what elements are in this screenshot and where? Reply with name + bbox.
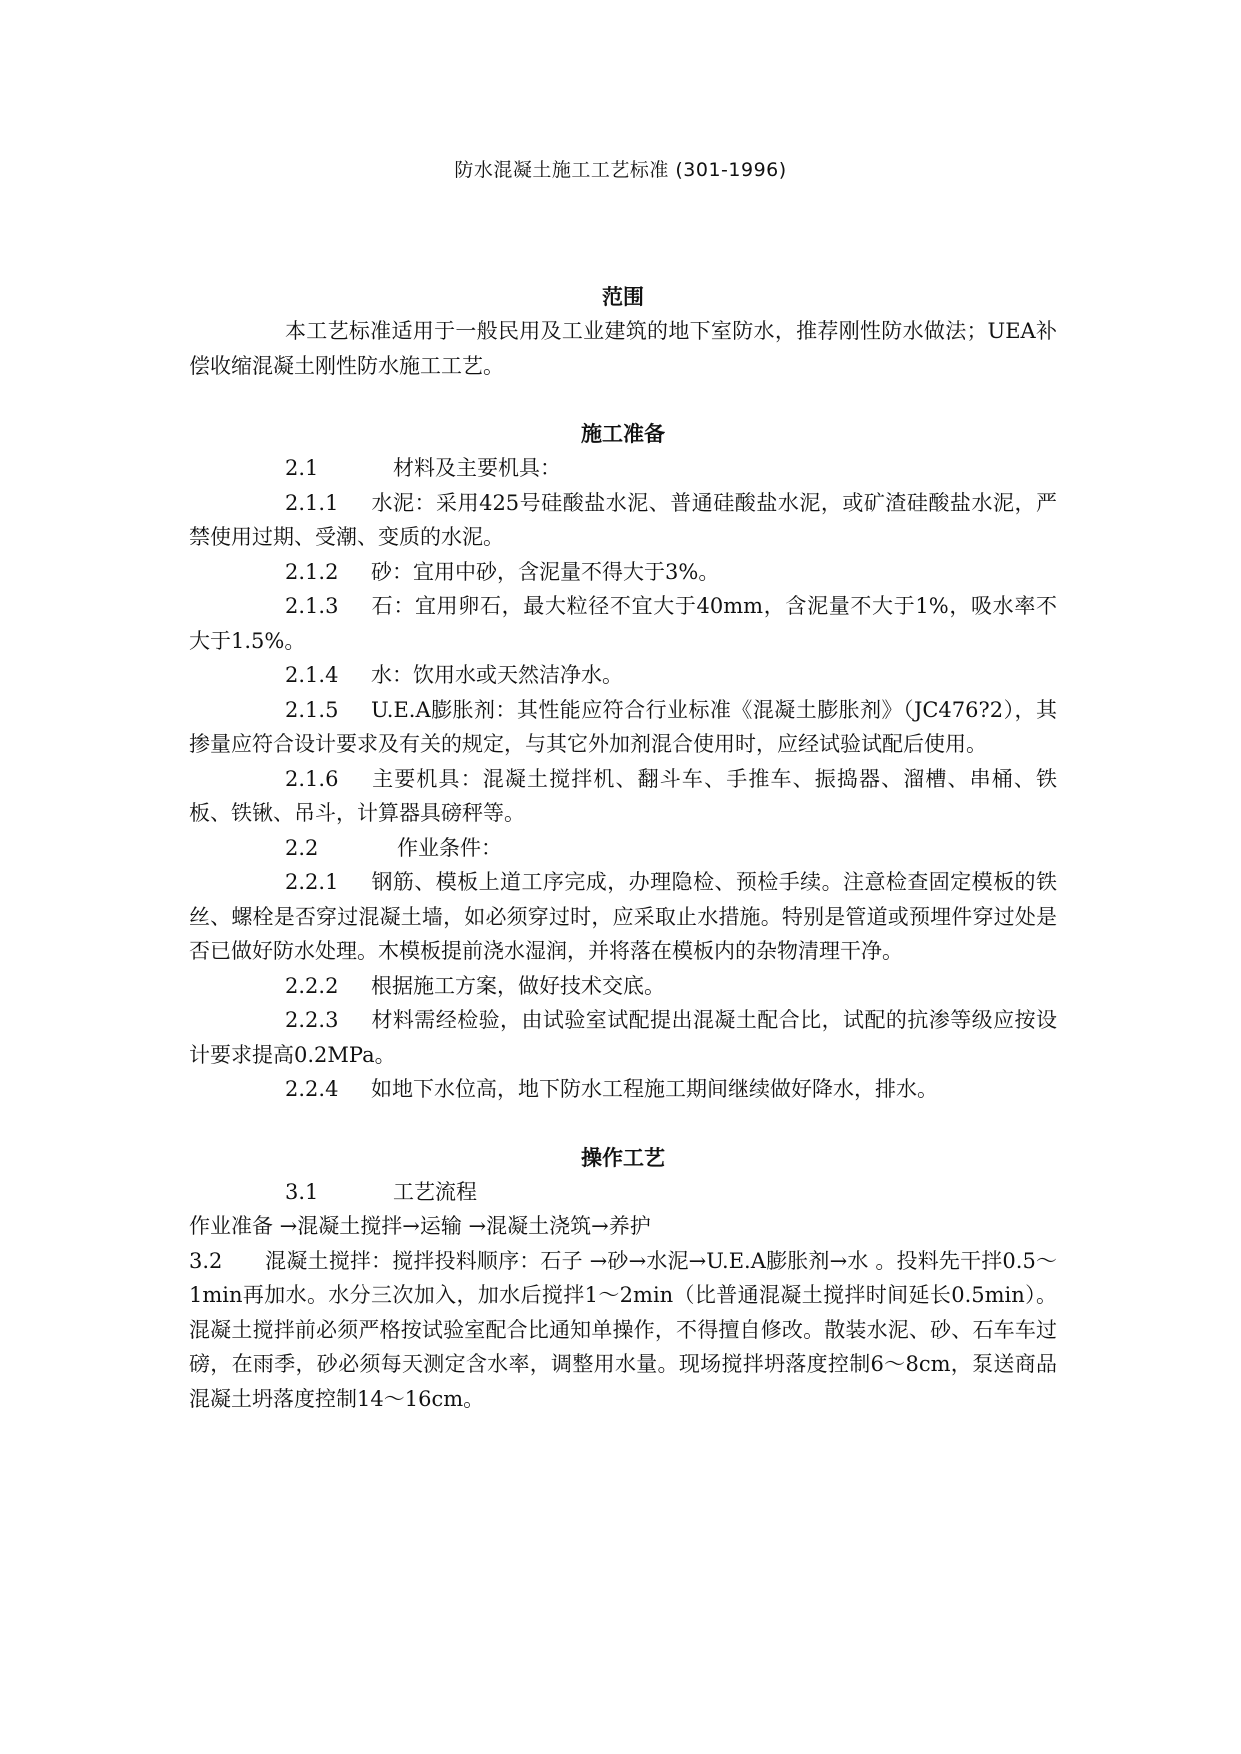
clause-2-2-4 [189,1072,1057,1107]
clause-2-1 [189,451,1057,486]
clause-text: 水：饮用水或天然洁净水。 [371,663,623,687]
clause-text: 作业条件： [397,835,502,860]
clause-number: 3.1 [285,1179,319,1204]
clause-2-2-1 [189,865,1057,969]
clause-3-1 [189,1175,1057,1210]
clause-number: 2.2.4 [285,1077,339,1101]
clause-2-1-2 [189,555,1057,590]
clause-number: 2.1 [285,456,319,480]
clause-number: 2.1.5 [285,697,339,722]
clause-text: 工艺流程 [393,1179,477,1204]
clause-text: 主要机具：混凝土搅拌机、翻斗车、手推车、振捣器、溜槽、串桶、铁板、铁锹、吊斗，计算器具磅秤等。 [189,766,1057,825]
clause-text: 钢筋、模板上道工序完成，办理隐检、预检手续。注意检查固定模板的铁丝、螺栓是否穿过混凝土墙，如必须穿过时，应采取止水措施。特别是管道或预埋件穿过处是否已做好防水处理。木模板提前浇水湿润，并将落在模板内的杂物清理干净。 [189,870,1057,963]
clause-2-2 [189,831,1057,866]
document-body [189,280,1057,1416]
clause-2-1-6 [189,762,1057,831]
document-title: 防水混凝土施工工艺标准 (301-1996) [454,159,787,181]
clause-text: 混凝土搅拌：搅拌投料顺序：石子 →砂→水泥→U.E.A膨胀剂→水 。投料先干拌0.5～1min再加水。水分三次加入，加水后搅拌1～2min（比普通混凝土搅拌时间延长0.5min）。混凝土搅拌前必须严格按试验室配合比通知单操作，不得擅自修改。散装水泥、砂、石车车过磅，在雨季，砂必须每天测定含水率，调整用水量。现场搅拌坍落度控制6～8cm，泵送商品混凝土坍落度控制14～16cm。 [189,1248,1057,1411]
clause-number: 2.1.6 [285,766,339,791]
clause-text: 石：宜用卵石，最大粒径不宜大于40mm，含泥量不大于1%，吸水率不大于1.5%。 [189,594,1057,653]
clause-2-2-3 [189,1003,1057,1072]
clause-number: 3.2 [189,1248,223,1273]
clause-text: 材料及主要机具： [393,456,561,480]
clause-number: 2.1.1 [285,490,339,515]
clause-text: U.E.A膨胀剂：其性能应符合行业标准《混凝土膨胀剂》（JC476?2），其掺量应符合设计要求及有关的规定，与其它外加剂混合使用时，应经试验试配后使用。 [189,697,1057,756]
clause-2-1-4 [189,658,1057,693]
clause-number: 2.2.3 [285,1008,339,1032]
clause-2-1-5 [189,693,1057,762]
section-heading-preparation: 施工准备 [581,422,665,446]
clause-number: 2.2 [285,835,319,860]
clause-text: 根据施工方案，做好技术交底。 [371,973,665,998]
clause-text: 如地下水位高，地下防水工程施工期间继续做好降水，排水。 [371,1077,938,1101]
clause-number: 2.2.2 [285,973,339,998]
scope-paragraph: 本工艺标准适用于一般民用及工业建筑的地下室防水，推荐刚性防水做法；UEA补偿收缩混凝土刚性防水施工工艺。 [189,319,1057,378]
process-flow: 作业准备 →混凝土搅拌→运输 →混凝土浇筑→养护 [189,1214,651,1238]
clause-text: 砂：宜用中砂，含泥量不得大于3%。 [371,559,720,584]
clause-text: 材料需经检验，由试验室试配提出混凝土配合比，试配的抗渗等级应按设计要求提高0.2MPa。 [189,1008,1057,1067]
clause-2-1-3 [189,589,1057,658]
clause-number: 2.1.4 [285,663,339,687]
clause-number: 2.1.3 [285,594,339,618]
clause-number: 2.1.2 [285,559,339,584]
clause-text: 水泥：采用425号硅酸盐水泥、普通硅酸盐水泥，或矿渣硅酸盐水泥，严禁使用过期、受潮、变质的水泥。 [189,490,1057,549]
clause-number: 2.2.1 [285,870,339,894]
clause-2-2-2 [189,969,1057,1004]
clause-2-1-1 [189,486,1057,555]
clause-3-2 [189,1244,1057,1417]
section-heading-scope: 范围 [602,285,644,309]
section-heading-operation: 操作工艺 [581,1145,665,1170]
